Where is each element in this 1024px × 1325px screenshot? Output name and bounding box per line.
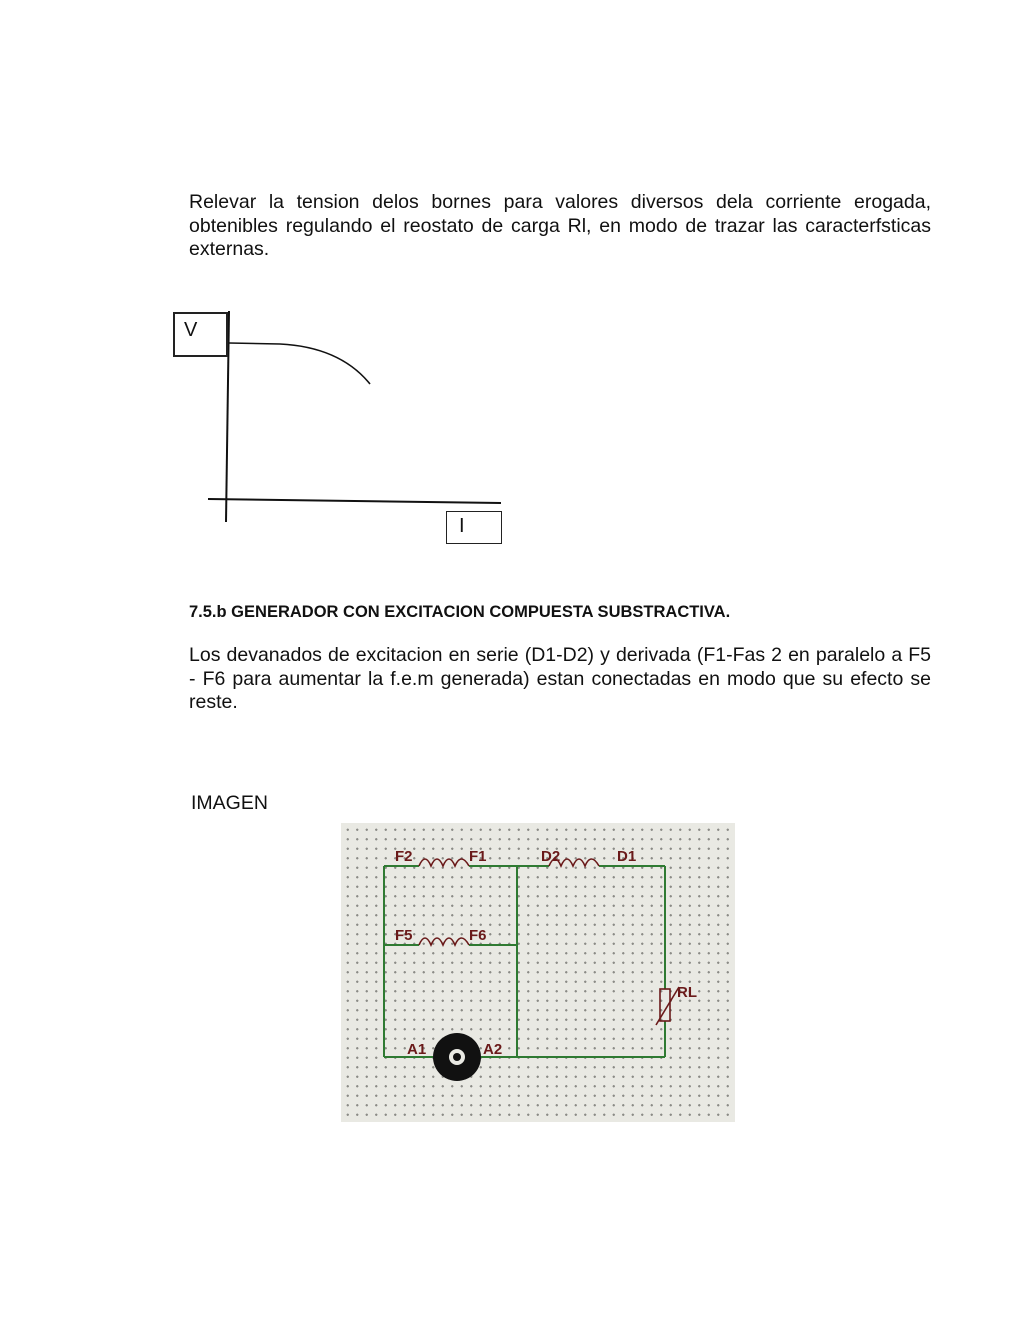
circuit-diagram: [341, 823, 735, 1122]
label-f1: F1: [469, 848, 487, 865]
section-heading: 7.5.b GENERADOR CON EXCITACION COMPUESTA SUBSTRACTIVA.: [189, 603, 731, 621]
characteristic-curve: [229, 343, 370, 384]
y-axis-label: V: [184, 319, 198, 341]
label-a2: A2: [483, 1041, 503, 1058]
coil-f2-f1: [419, 859, 469, 866]
label-f2: F2: [395, 848, 413, 865]
paragraph-windings: Los devanados de excitacion en serie (D1-D2) y derivada (F1-Fas 2 en paralelo a F5 - F6 para aumentar la f.e.m generada) estan conectadas en modo que su efecto se reste.: [189, 644, 931, 713]
label-d2: D2: [541, 848, 561, 865]
y-axis-label-box: [173, 312, 228, 357]
coil-f5-f6: [419, 938, 469, 945]
x-axis: [208, 499, 501, 503]
paragraph-load-characteristics: Relevar la tension delos bornes para valores diversos dela corriente erogada, obtenibles regulando el reostato de carga Rl, en modo de trazar las caracterfsticas externas.: [189, 191, 931, 260]
x-axis-label-box: [446, 511, 502, 544]
label-rl: RL: [677, 984, 697, 1001]
label-f6: F6: [469, 927, 487, 944]
image-label: IMAGEN: [191, 792, 268, 814]
x-axis-label: I: [459, 515, 465, 537]
label-a1: A1: [407, 1041, 427, 1058]
label-d1: D1: [617, 848, 637, 865]
label-f5: F5: [395, 927, 413, 944]
